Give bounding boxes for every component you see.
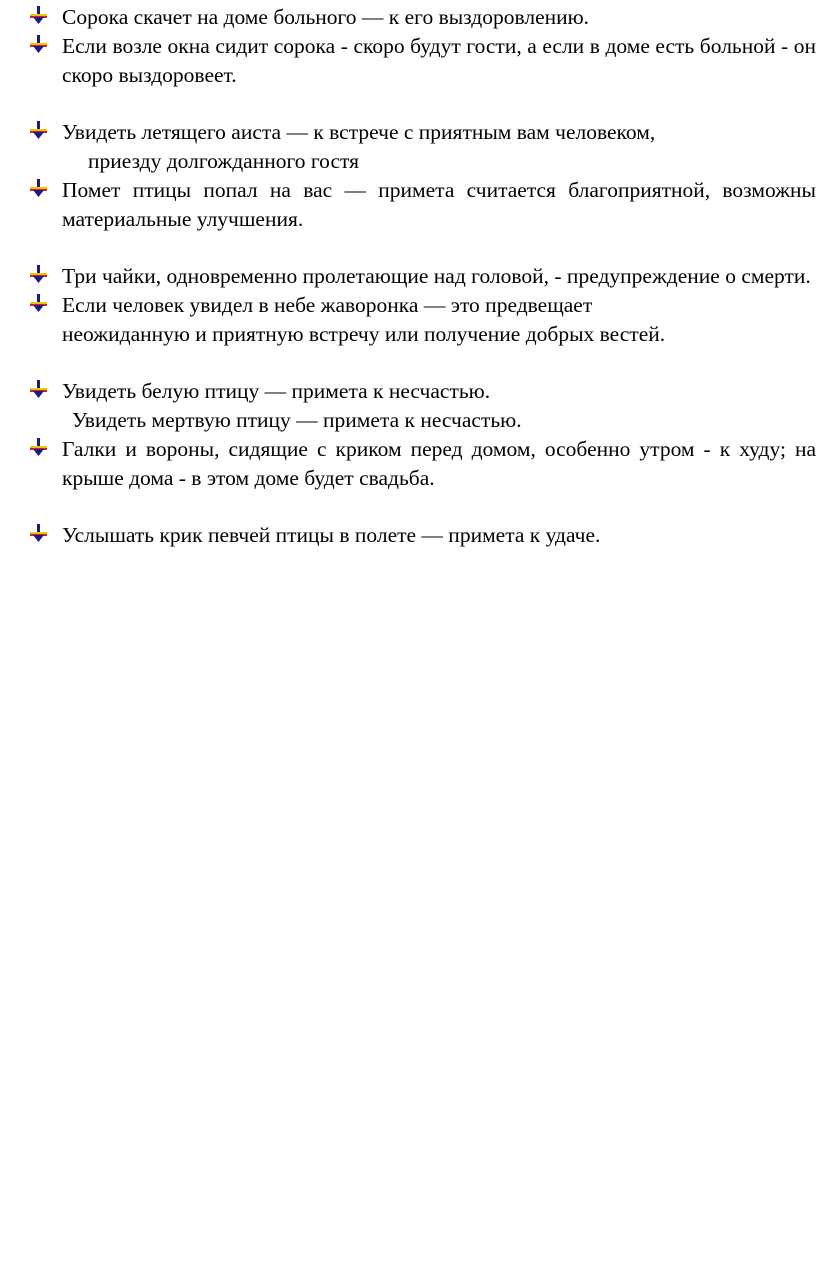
arrow-down-bullet-icon: [28, 379, 50, 399]
arrow-down-bullet-icon: [28, 120, 50, 140]
arrow-down-bullet-icon: [28, 293, 50, 313]
item-text-continued: неожиданную и приятную встречу или получение добрых вестей.: [62, 322, 666, 346]
item-text: Сорока скачет на доме больного — к его выздоровлению.: [62, 5, 590, 29]
item-text: Три чайки, одновременно пролетающие над головой, - предупреждение о смерти.: [62, 264, 811, 288]
item-text-continued: приезду долгожданного гостя: [88, 149, 359, 173]
omens-list: [28, 0, 816, 550]
item-text: Если человек увидел в небе жаворонка — это предвещает: [62, 293, 593, 317]
item-text: Галки и вороны, сидящие с криком перед домом, особенно утром - к худу; на крыше дома - в этом доме будет свадьба.: [62, 437, 816, 490]
item-text: Если возле окна сидит сорока - скоро будут гости, а если в доме есть больной - он скоро выздоровеет.: [62, 34, 816, 87]
list-item: [28, 262, 816, 291]
item-text-continued: Увидеть мертвую птицу — примета к несчастью.: [72, 408, 522, 432]
arrow-down-bullet-icon: [28, 178, 50, 198]
arrow-down-bullet-icon: [28, 34, 50, 54]
arrow-down-bullet-icon: [28, 5, 50, 25]
item-text: Услышать крик певчей птицы в полете — примета к удаче.: [62, 523, 601, 547]
arrow-down-bullet-icon: [28, 264, 50, 284]
item-text: Помет птицы попал на вас — примета считается благоприятной, возможны материальные улучшения.: [62, 178, 816, 231]
item-text: Увидеть белую птицу — примета к несчастью.: [62, 379, 491, 403]
list-item: [28, 176, 816, 234]
list-item: [28, 32, 816, 90]
arrow-down-bullet-icon: [28, 523, 50, 543]
list-item: [28, 435, 816, 493]
list-item: [28, 521, 816, 550]
arrow-down-bullet-icon: [28, 437, 50, 457]
list-item: [28, 377, 816, 435]
list-item: [28, 118, 816, 176]
item-text: Увидеть летящего аиста — к встрече с приятным вам человеком,: [62, 120, 656, 144]
list-item: [28, 291, 816, 349]
list-item: [28, 3, 816, 32]
